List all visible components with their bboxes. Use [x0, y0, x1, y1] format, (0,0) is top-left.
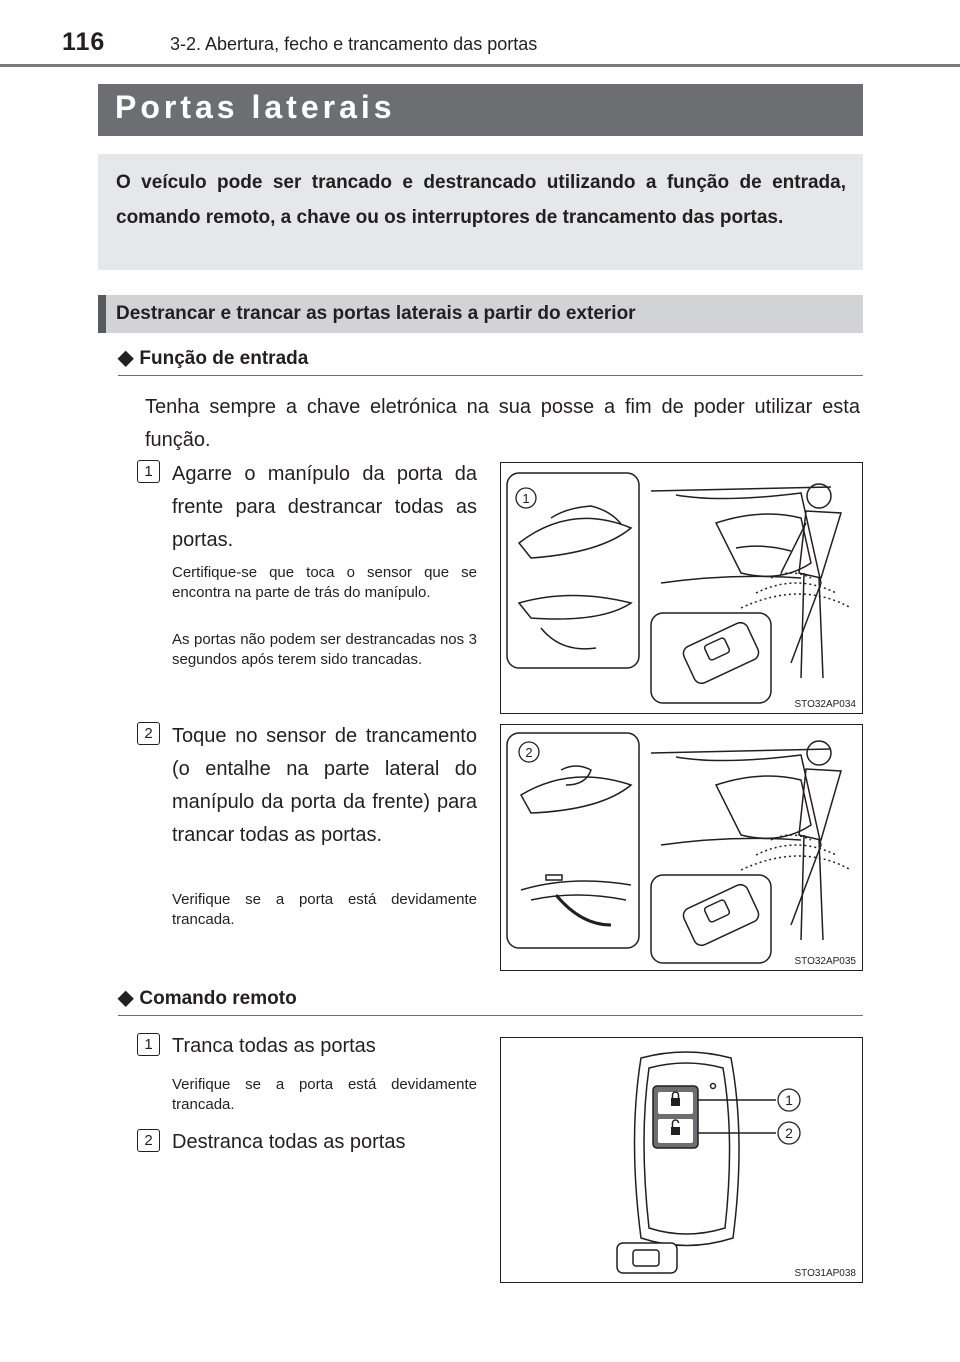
- remote-heading-text: Comando remoto: [139, 988, 297, 1009]
- diamond-bullet-icon: ◆: [118, 347, 134, 369]
- figure-door-handle-lock: [500, 724, 863, 971]
- page-number: 116: [62, 28, 106, 56]
- key-fob-callout-1: 1: [785, 1092, 793, 1108]
- entry-function-rule: [118, 375, 863, 376]
- key-fob-callout-2: 2: [785, 1125, 793, 1141]
- entry-function-heading: [118, 345, 308, 370]
- step-2-text: Toque no sensor de trancamento (o entalhe na parte lateral do manípulo da porta da frente) para trancar todas as portas.: [172, 725, 477, 846]
- step-1-text: Agarre o manípulo da porta da frente para destrancar todas as portas.: [172, 463, 477, 551]
- running-head: 3-2. Abertura, fecho e trancamento das portas: [170, 34, 538, 54]
- step-number-1: 1: [137, 460, 160, 483]
- figure-2-callout: 2: [525, 745, 533, 760]
- section-heading: Destrancar e trancar as portas laterais a partir do exterior: [116, 303, 636, 324]
- header-rule: [0, 64, 960, 67]
- figure-door-handle-unlock: [500, 462, 863, 714]
- figure-1-code: STO32AP034: [794, 699, 856, 710]
- figure-3-code: STO31AP038: [794, 1268, 856, 1279]
- remote-step-number-2: 2: [137, 1129, 160, 1152]
- remote-step-number-1: 1: [137, 1033, 160, 1056]
- remote-rule: [118, 1015, 863, 1016]
- entry-function-heading-text: Função de entrada: [139, 348, 309, 369]
- lock-icon: [671, 1098, 680, 1106]
- section-accent: [98, 295, 106, 333]
- page-title: Portas laterais: [115, 89, 396, 125]
- door-handle-unlock-illustration: [501, 463, 862, 713]
- remote-step-2-text: Destranca todas as portas: [172, 1131, 406, 1153]
- remote-heading: [118, 985, 297, 1010]
- step-1-note-1: Certifique-se que toca o sensor que se encontra na parte de trás do manípulo.: [172, 564, 477, 601]
- step-number-2: 2: [137, 722, 160, 745]
- step-1-note-2: As portas não podem ser destrancadas nos 3 segundos após terem sido trancadas.: [172, 631, 477, 668]
- remote-step-1-note: Verifique se a porta está devidamente trancada.: [172, 1076, 477, 1113]
- key-fob-illustration: [501, 1038, 862, 1282]
- entry-function-paragraph: Tenha sempre a chave eletrónica na sua posse a fim de poder utilizar esta função.: [145, 396, 860, 451]
- step-2-note-1: Verifique se a porta está devidamente trancada.: [172, 891, 477, 928]
- door-handle-lock-illustration: [501, 725, 862, 970]
- intro-text: O veículo pode ser trancado e destrancado utilizando a função de entrada, comando remoto, a chave ou os interruptores de trancamento das portas.: [116, 172, 846, 228]
- unlock-icon: [671, 1127, 680, 1135]
- figure-key-fob: [500, 1037, 863, 1283]
- remote-step-1-text: Tranca todas as portas: [172, 1035, 376, 1057]
- figure-1-callout: 1: [522, 491, 530, 506]
- diamond-bullet-icon: ◆: [118, 987, 134, 1009]
- figure-2-code: STO32AP035: [794, 956, 856, 967]
